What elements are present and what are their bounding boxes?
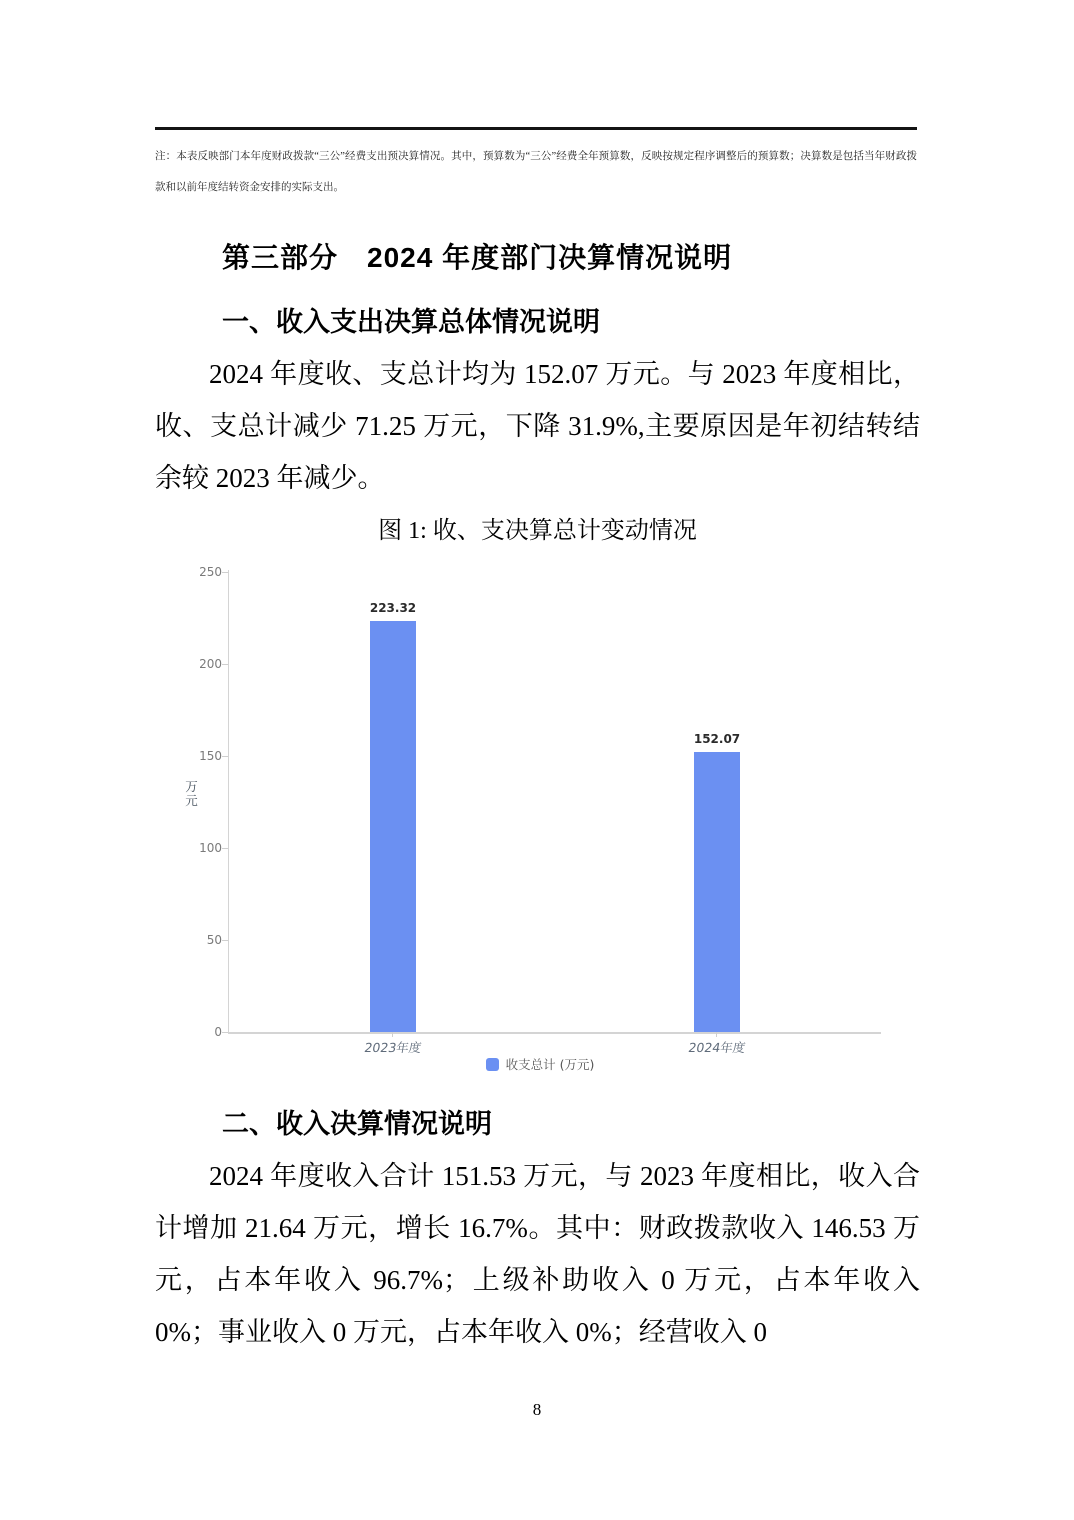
legend-marker-icon <box>486 1058 499 1071</box>
x-tick-mark <box>716 1032 717 1037</box>
bar-2024 <box>694 752 740 1032</box>
bar-2023 <box>370 621 416 1032</box>
x-tick-label-2024: 2024年度 <box>687 1040 747 1055</box>
bar-value-label: 223.32 <box>369 601 417 615</box>
x-tick-mark <box>392 1032 393 1037</box>
figure-1-caption: 图 1: 收、支决算总计变动情况 <box>378 518 697 544</box>
y-tick-label: 0 <box>214 1025 222 1039</box>
bar-value-label: 152.07 <box>693 732 741 746</box>
y-axis-unit-label: 万元 <box>185 779 198 808</box>
table-footnote: 注：本表反映部门本年度财政拨款“三公”经费支出预决算情况。其中，预算数为“三公”经费全年预算数，反映按规定程序调整后的预算数；决算数是包括当年财政拨款和以前年度结转资金安排的实际支出。 <box>155 151 917 193</box>
section-2-heading: 二、收入决算情况说明 <box>222 1109 492 1139</box>
y-tick-label: 250 <box>199 565 222 579</box>
section-1-heading: 一、收入支出决算总体情况说明 <box>222 307 600 337</box>
figure-1-bar-chart <box>160 558 920 1090</box>
paragraph-2: 2024 年度收入合计 151.53 万元，与 2023 年度相比，收入合计增加 21.64 万元，增长 16.7%。其中：财政拨款收入 146.53 万元，占本年收入 96.7%；上级补助收入 0 万元，占本年收入 0%；事业收入 0 万元，占本年收入 0%；经营收入 0 <box>155 1161 920 1347</box>
y-tick-label: 200 <box>199 657 222 671</box>
legend-label: 收支总计 (万元) <box>505 1057 595 1072</box>
paragraph-1: 2024 年度收、支总计均为 152.07 万元。与 2023 年度相比，收、支总计减少 71.25 万元，下降 31.9%,主要原因是年初结转结余较 2023 年减少。 <box>155 359 920 493</box>
y-tick-label: 150 <box>199 749 222 763</box>
part-heading: 第三部分 2024 年度部门决算情况说明 <box>222 242 733 273</box>
x-axis <box>228 1032 881 1034</box>
table-bottom-border <box>155 127 917 130</box>
y-axis <box>228 570 229 1033</box>
y-tick-label: 50 <box>206 933 222 947</box>
y-tick-label: 100 <box>199 841 222 855</box>
legend <box>160 1055 920 1073</box>
x-tick-label-2023: 2023年度 <box>363 1040 423 1055</box>
page-number: 8 <box>532 1400 542 1419</box>
